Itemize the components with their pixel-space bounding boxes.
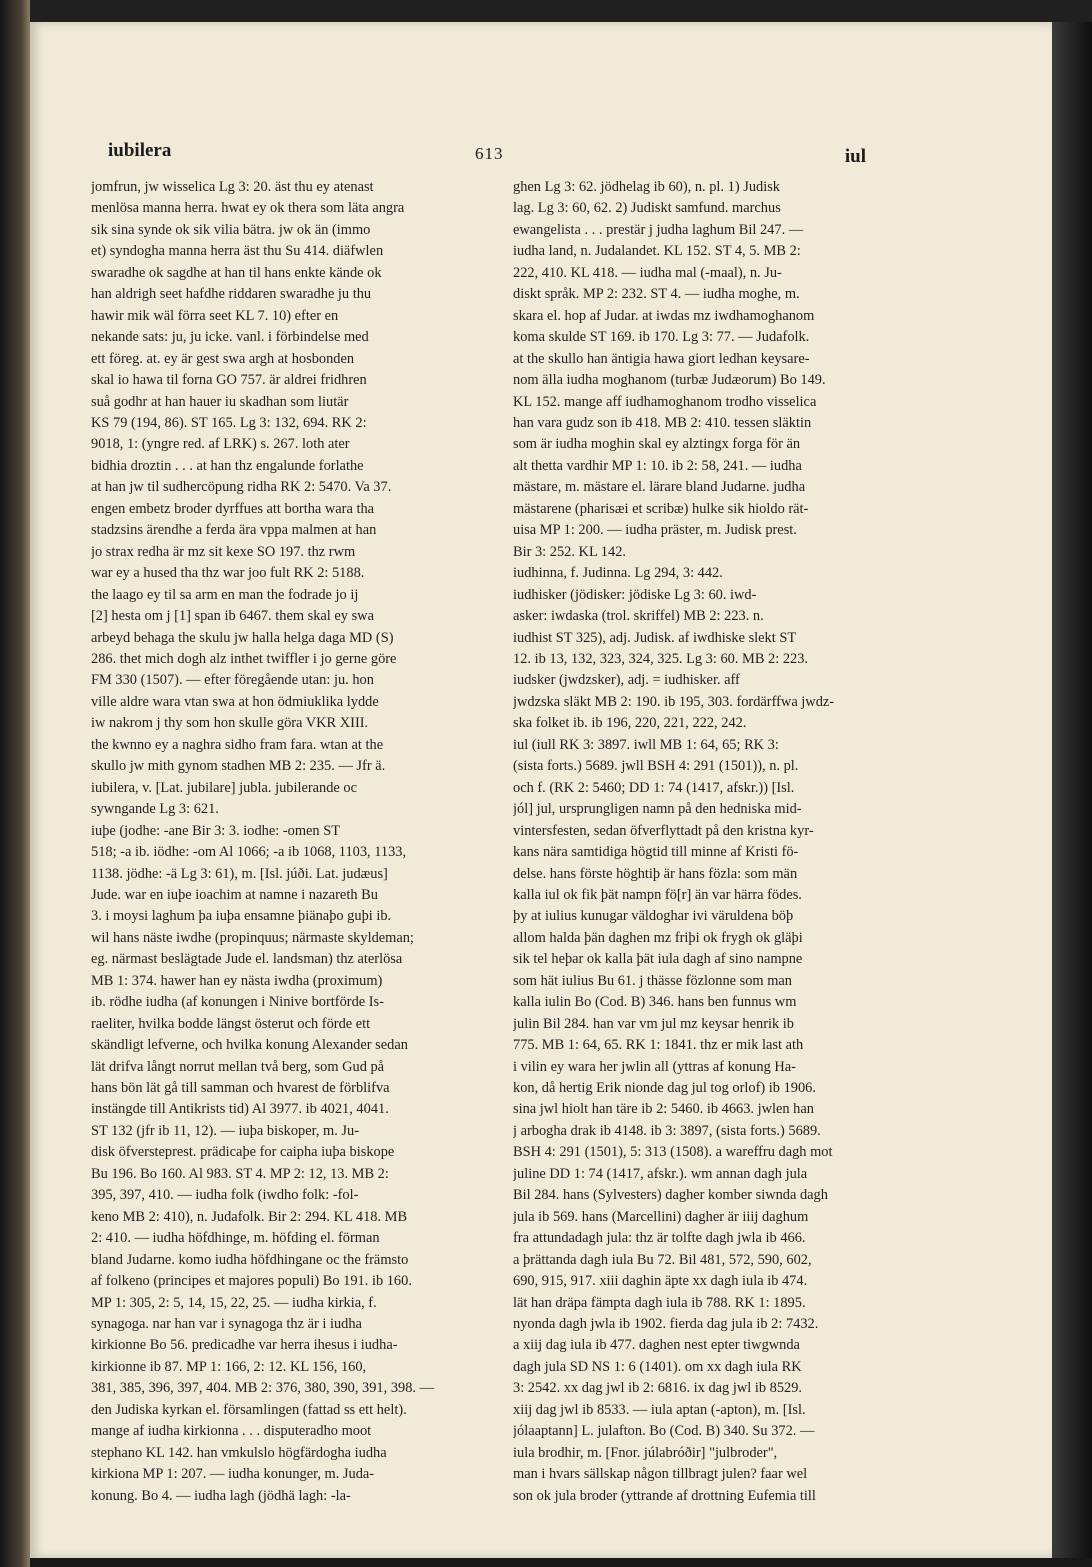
text-line: j arbogha drak ib 4148. ib 3: 3897, (sista forts.) 5689. (513, 1122, 821, 1139)
text-line: (sista forts.) 5689. jwll BSH 4: 291 (1501)), n. pl. (513, 758, 799, 775)
text-line: Jude. war en iuþe ioachim at namne i nazareth Bu (91, 886, 378, 903)
text-line: þy at iulius kunugar väldoghar ivi väruldena böþ (513, 908, 794, 925)
text-line: 775. MB 1: 64, 65. RK 1: 1841. thz er mik last ath (513, 1037, 804, 1054)
text-line: han vara gudz son ib 418. MB 2: 410. tessen släktin (513, 414, 812, 431)
text-line: kirkionne ib 87. MP 1: 166, 2: 12. KL 156, 160, (91, 1358, 367, 1375)
text-line: swaradhe ok sagdhe at han til hans enkte kände ok (91, 264, 382, 281)
text-line: stadzsins ärendhe a ferda ära vppa malmen at han (91, 522, 377, 539)
text-line: iuþe (jodhe: -ane Bir 3: 3. iodhe: -omen ST (91, 822, 340, 839)
text-line: war ey a hused tha thz war joo fult RK 2: 5188. (91, 565, 365, 582)
text-line: ska folket ib. ib 196, 220, 221, 222, 242. (513, 715, 747, 732)
text-line: ST 132 (jfr ib 11, 12). — iuþa biskoper, m. Ju- (91, 1122, 360, 1139)
text-line: kirkiona MP 1: 207. — iudha konunger, m. Juda- (91, 1466, 375, 1483)
text-line: sina jwl hiolt han täre ib 2: 5460. ib 4663. jwlen han (513, 1101, 814, 1118)
text-line: den Judiska kyrkan el. församlingen (fattad ss ett helt). (91, 1401, 407, 1418)
text-line: kirkionne Bo 56. predicadhe var herra ihesus i iudha- (91, 1337, 398, 1354)
text-line: 9018, 1: (yngre red. af LRK) s. 267. loth ater (91, 436, 350, 453)
text-line: iudhinna, f. Judinna. Lg 294, 3: 442. (513, 565, 723, 582)
page-number: 613 (475, 144, 504, 163)
text-line: juline DD 1: 74 (1417, afskr.). wm annan dagh jula (513, 1165, 808, 1182)
text-line: konung. Bo 4. — iudha lagh (jödhä lagh: -la- (91, 1487, 351, 1504)
text-line: 381, 385, 396, 397, 404. MB 2: 376, 380, 390, 391, 398. — (91, 1380, 434, 1397)
text-line: 2: 410. — iudha höfdhinge, m. höfding el. förman (91, 1230, 380, 1247)
scan-bottom-edge (30, 1558, 1092, 1567)
text-line: keno MB 2: 410), n. Judafolk. Bir 2: 294. KL 418. MB (91, 1208, 408, 1225)
text-line: 1138. jödhe: -ä Lg 3: 61), m. [Isl. júði. Lat. judæus] (91, 865, 388, 882)
text-line: iudha land, n. Judalandet. KL 152. ST 4, 5. MB 2: (513, 243, 801, 260)
text-line: jólaaptann] L. julafton. Bo (Cod. B) 340. Su 372. — (513, 1423, 815, 1440)
text-line: vintersfesten, sedan öfverflyttadt på den kristna kyr- (513, 822, 814, 839)
text-line: KL 152. mange aff iudhamoghanom trodho visselica (513, 393, 817, 410)
text-line: disk öfversteprest. prädicaþe for caipha iuþa biskope (91, 1144, 395, 1161)
text-line: iula brodhir, m. [Fnor. júlabróðir] "julbroder", (513, 1444, 778, 1461)
text-line: man i hvars sällskap någon tillbragt julen? faar wel (513, 1466, 808, 1483)
right-text-column (513, 177, 921, 1507)
text-line: skullo jw mith gynom stadhen MB 2: 235. — Jfr ä. (91, 758, 386, 775)
text-line: Bir 3: 252. KL 142. (513, 543, 626, 560)
text-line: och f. (RK 2: 5460; DD 1: 74 (1417, afskr.)) [Isl. (513, 779, 795, 796)
text-line: lät han dräpa fämpta dagh iula ib 788. RK 1: 1895. (513, 1294, 806, 1311)
left-text-column (91, 177, 499, 1507)
text-line: ville aldre wara vtan swa at hon ödmiuklika lydde (91, 693, 379, 710)
text-line: ewangelista . . . prestär j judha laghum Bil 247. — (513, 221, 804, 238)
text-line: jwdzska släkt MB 2: 190. ib 195, 303. fordärffwa jwdz- (513, 693, 835, 710)
text-line: nekande sats: ju, ju icke. vanl. i förbindelse med (91, 329, 369, 346)
text-line: kon, då hertig Erik nionde dag jul tog orlof) ib 1906. (513, 1080, 816, 1097)
text-line: iudhist ST 325), adj. Judisk. af iwdhiske slekt ST (513, 629, 797, 646)
text-line: lag. Lg 3: 60, 62. 2) Judiskt samfund. marchus (513, 200, 781, 217)
text-line: arbeyd behaga the skulu jw halla helga daga MD (S) (91, 629, 394, 646)
scan-top-edge (0, 0, 1092, 22)
text-line: 3: 2542. xx dag jwl ib 2: 6816. ix dag jwl ib 8529. (513, 1380, 803, 1397)
text-line: kalla iulin Bo (Cod. B) 346. hans ben funnus wm (513, 994, 797, 1011)
text-line: kalla iul ok fik þät nampn fö[r] än var härra födes. (513, 886, 802, 903)
text-line: sik tel heþar ok kalla þät iula dagh af sino nampne (513, 951, 803, 968)
text-line: delse. hans förste höghtiþ är hans fözla: som män (513, 865, 798, 882)
text-line: kans nära samtidiga högtid till minne af Kristi fö- (513, 844, 799, 861)
text-line: hans bön lät gå till samman och hvarest de förblifva (91, 1080, 390, 1097)
text-line: iudhisker (jödisker: jödiske Lg 3: 60. iwd- (513, 586, 757, 603)
text-line: 395, 397, 410. — iudha folk (iwdho folk: -fol- (91, 1187, 359, 1204)
text-line: at han jw til sudhercöpung ridha RK 2: 5470. Va 37. (91, 479, 392, 496)
text-line: jól] jul, ursprungligen namn på den hedniska mid- (513, 801, 802, 818)
text-line: 3. i moysi laghum þa iuþa ensamne þiänaþo guþi ib. (91, 908, 392, 925)
text-line: ib. rödhe iudha (af konungen i Ninive bortförde Is- (91, 994, 384, 1011)
text-line: mästarene (pharisæi et scribæ) hulke sik hioldo rät- (513, 500, 809, 517)
text-line: alt thetta vardhir MP 1: 10. ib 2: 58, 241. — iudha (513, 457, 802, 474)
text-line: skara el. hop af Judar. at iwdas mz iwdhamoghanom (513, 307, 815, 324)
text-line: han aldrigh seet hafdhe riddaren swaradhe ju thu (91, 286, 372, 303)
text-line: julin Bil 284. han var vm jul mz keysar henrik ib (513, 1015, 794, 1032)
scan-right-edge (1052, 22, 1092, 1567)
text-line: iul (iull RK 3: 3897. iwll MB 1: 64, 65; RK 3: (513, 736, 779, 753)
text-line: xiij dag jwl ib 8533. — iula aptan (-apton), m. [Isl. (513, 1401, 806, 1418)
text-line: ett föreg. at. ey är gest swa argh at hosbonden (91, 350, 355, 367)
text-line: jo strax redha är mz sit kexe SO 197. thz rwm (91, 543, 356, 560)
text-line: dagh jula SD NS 1: 6 (1401). om xx dagh iula RK (513, 1358, 802, 1375)
text-line: iw nakrom j thy som hon skulle göra VKR XIII. (91, 715, 369, 732)
text-line: MP 1: 305, 2: 5, 14, 15, 22, 25. — iudha kirkia, f. (91, 1294, 377, 1311)
text-line: i vilin ey wara her jwlin all (yttras af konung Ha- (513, 1058, 796, 1075)
text-line: uisa MP 1: 200. — iudha präster, m. Judisk prest. (513, 522, 797, 539)
text-line: at the skullo han äntigia hawa giort ledhan keysare- (513, 350, 810, 367)
text-line: ghen Lg 3: 62. jödhelag ib 60), n. pl. 1) Judisk (513, 179, 780, 195)
text-line: eg. närmast beslägtade Jude el. landsman) thz aterlösa (91, 951, 403, 968)
text-line: bland Judarne. komo iudha höfdhingane oc the främsto (91, 1251, 409, 1268)
text-line: son ok jula broder (yttrande af drottning Eufemia till (513, 1487, 816, 1504)
text-line: menlösa manna herra. hwat ey ok thera som läta angra (91, 200, 405, 217)
text-line: 690, 915, 917. xiii daghin äpte xx dagh iula ib 474. (513, 1273, 808, 1290)
text-line: nom älla iudha moghanom (turbæ Judæorum) Bo 149. (513, 372, 826, 389)
text-line: BSH 4: 291 (1501), 5: 313 (1508). a wareffru dagh mot (513, 1144, 833, 1161)
text-line: mange af iudha kirkionna . . . disputeradho moot (91, 1423, 372, 1440)
text-line: asker: iwdaska (trol. skriffel) MB 2: 223. n. (513, 608, 764, 625)
text-line: jomfrun, jw wisselica Lg 3: 20. äst thu ey atenast (91, 179, 374, 195)
text-line: Bu 196. Bo 160. Al 983. ST 4. MP 2: 12, 13. MB 2: (91, 1165, 389, 1182)
text-line: FM 330 (1507). — efter föregående utan: ju. hon (91, 672, 374, 689)
text-line: et) syndogha manna herra äst thu Su 414. diäfwlen (91, 243, 384, 260)
text-line: a þrättanda dagh iula Bu 72. Bil 481, 572, 590, 602, (513, 1251, 812, 1268)
text-line: skändligt lefverne, och hvilka konung Alexander sedan (91, 1037, 408, 1054)
text-line: the laago ey til sa arm en man the fodrade jo ij (91, 586, 359, 603)
text-line: sik sina synde ok sik vilia bätra. jw ok än (immo (91, 221, 371, 238)
text-line: bidhia droztin . . . at han thz engalunde forlathe (91, 457, 364, 474)
text-line: jula ib 569. hans (Marcellini) dagher är iiij daghum (513, 1208, 809, 1225)
text-line: iubilera, v. [Lat. jubilare] jubla. jubilerande oc (91, 779, 357, 796)
text-line: stephano KL 142. han vmkulslo högfärdogha iudha (91, 1444, 387, 1461)
text-line: synagoga. nar han var i synagoga thz är i iudha (91, 1316, 362, 1333)
text-line: raeliter, hvilka bodde längst österut och förde ett (91, 1015, 371, 1032)
text-line: 286. thet mich dogh alz inthet twiffler i jo gerne göre (91, 650, 397, 667)
text-line: 518; -a ib. iödhe: -om Al 1066; -a ib 1068, 1103, 1133, (91, 844, 407, 861)
text-line: suå godhr at han hauer iu skadhan som liutär (91, 393, 349, 410)
text-line: som hät iulius Bu 61. j thässe fözlonne som man (513, 972, 792, 989)
text-line: the kwnno ey a naghra sidho fram fara. wtan at the (91, 736, 384, 753)
text-line: allom halda þän daghen mz friþi ok frygh ok gläþi (513, 929, 803, 946)
text-line: [2] hesta om j [1] span ib 6467. them skal ey swa (91, 608, 374, 625)
text-line: skal io hawa til forna GO 757. är aldrei fridhren (91, 372, 367, 389)
text-line: a xiij dag iula ib 477. daghen nest epter tiwgwnda (513, 1337, 800, 1354)
text-line: instängde till Antikrists tid) Al 3977. ib 4021, 4041. (91, 1101, 389, 1118)
text-line: Bil 284. hans (Sylvesters) dagher komber siwnda dagh (513, 1187, 828, 1204)
text-line: 222, 410. KL 418. — iudha mal (-maal), n. Ju- (513, 264, 782, 281)
running-head-left: iubilera (108, 140, 172, 161)
text-line: som är iudha moghin skal ey alztingx forga för än (513, 436, 801, 453)
text-line: diskt språk. MP 2: 232. ST 4. — iudha moghe, m. (513, 286, 800, 303)
running-head-right: iul (844, 146, 866, 167)
text-line: 12. ib 13, 132, 323, 324, 325. Lg 3: 60. MB 2: 223. (513, 650, 809, 667)
book-spine-shadow (0, 0, 30, 1567)
text-line: engen embetz broder dyrffues att bortha wara tha (91, 500, 375, 517)
text-line: MB 1: 374. hawer han ey nästa iwdha (proximum) (91, 972, 383, 989)
text-line: nyonda dagh jwla ib 1902. fierda dag jula ib 2: 7432. (513, 1316, 819, 1333)
text-line: wil hans näste iwdhe (propinquus; närmaste skyldeman; (91, 929, 414, 946)
text-line: iudsker (jwdzsker), adj. = iudhisker. aff (513, 672, 740, 689)
text-line: fra attundadagh jula: thz är tolfte dagh jwla ib 466. (513, 1230, 806, 1247)
dictionary-page (30, 22, 1052, 1558)
text-line: koma skulde ST 169. ib 170. Lg 3: 77. — Judafolk. (513, 329, 810, 346)
text-line: KS 79 (194, 86). ST 165. Lg 3: 132, 694. RK 2: (91, 414, 367, 431)
text-line: mästare, m. mästare el. lärare bland Judarne. judha (513, 479, 806, 496)
text-line: af folkeno (principes et majores populi) Bo 191. ib 160. (91, 1273, 412, 1290)
text-line: hawir mik wäl förra seet KL 7. 10) efter en (91, 307, 339, 324)
text-line: sywngande Lg 3: 621. (91, 801, 219, 818)
text-line: lät drifva långt norrut mellan två berg, som Gud på (91, 1058, 385, 1075)
